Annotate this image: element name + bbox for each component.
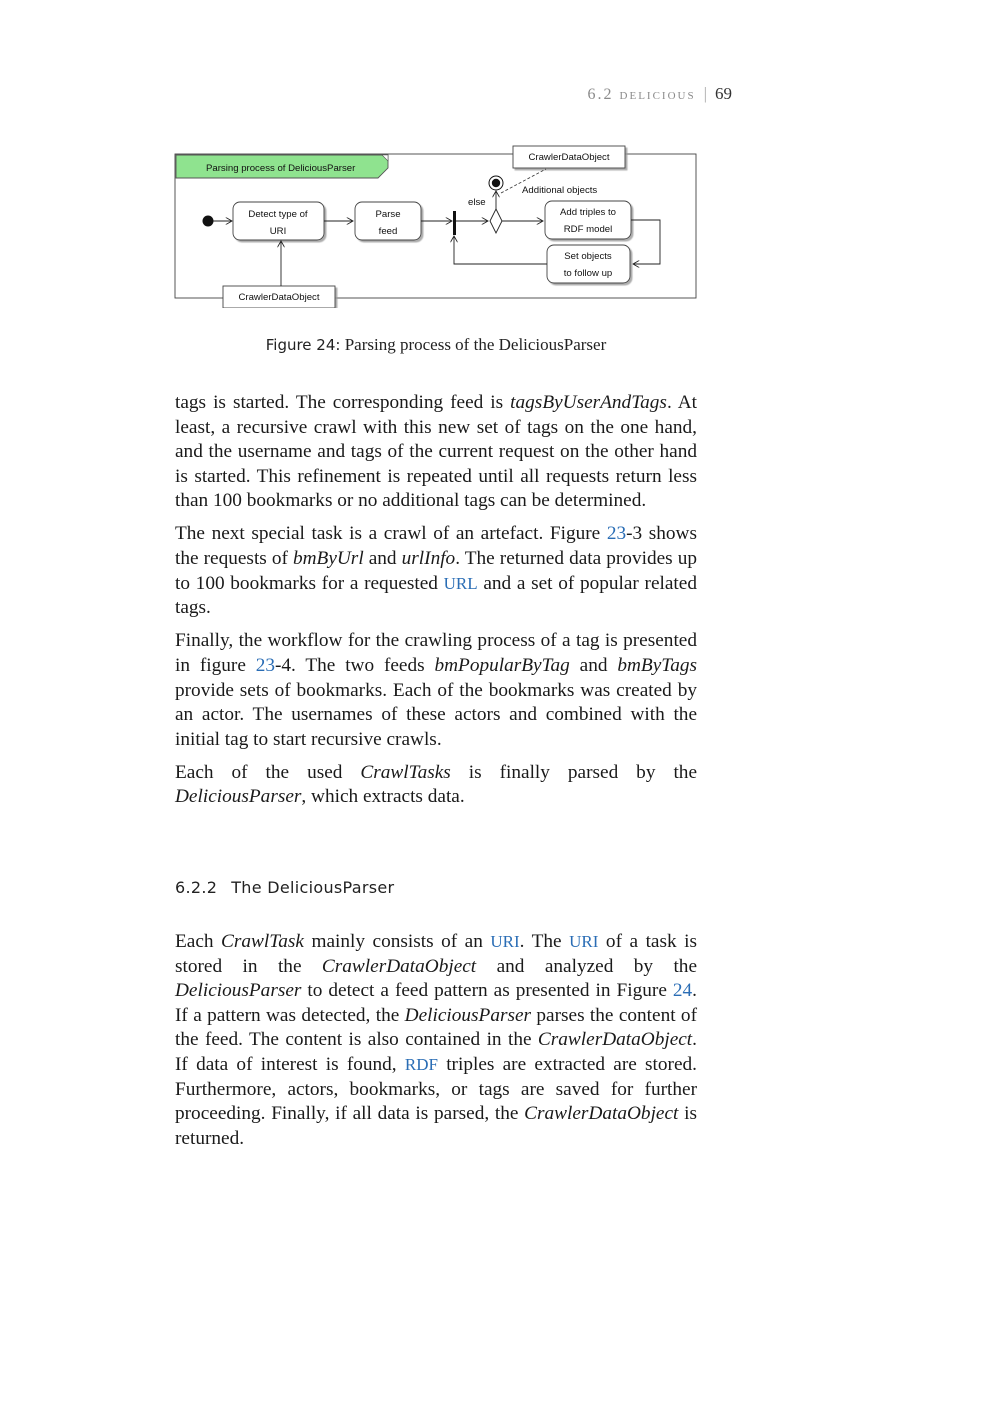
body-text-top bbox=[175, 391, 697, 819]
bottom-crawler-object-label: CrawlerDataObject bbox=[238, 292, 320, 303]
edge-set-merge bbox=[454, 236, 547, 264]
subsection-number: 6.2.2 bbox=[175, 878, 218, 897]
uri-acronym-link[interactable]: URI bbox=[490, 932, 520, 951]
add-label-line2: RDF model bbox=[563, 224, 613, 235]
figure-caption bbox=[175, 335, 697, 355]
page-number: 69 bbox=[715, 84, 732, 103]
edge-add-set bbox=[631, 220, 660, 264]
running-head bbox=[588, 84, 732, 104]
figure-23-link[interactable]: 23 bbox=[255, 654, 275, 676]
figure-24-link[interactable]: 24 bbox=[672, 980, 693, 1002]
initial-node bbox=[203, 216, 214, 227]
frame-title: Parsing process of DeliciousParser bbox=[206, 163, 356, 174]
header-separator: | bbox=[703, 84, 707, 103]
body-text-bottom bbox=[175, 930, 697, 1160]
section-title: 6.2 delicious bbox=[587, 86, 696, 103]
else-guard: else bbox=[468, 197, 486, 208]
rdf-acronym-link[interactable]: RDF bbox=[404, 1054, 438, 1074]
final-node bbox=[492, 179, 500, 187]
set-label-line2: to follow up bbox=[563, 268, 613, 279]
figure-23-link[interactable]: 23 bbox=[606, 523, 627, 545]
activity-diagram bbox=[172, 142, 702, 308]
url-acronym-link[interactable]: URL bbox=[443, 573, 478, 593]
additional-objects-label: Additional objects bbox=[522, 185, 598, 196]
add-label-line1: Add triples to bbox=[560, 207, 616, 218]
paragraph-4: Each of the used CrawlTasks is finally parsed by the DeliciousParser, which extracts data. bbox=[175, 761, 697, 808]
uri-acronym-link[interactable]: URI bbox=[569, 932, 599, 951]
detect-label-line2: URI bbox=[269, 226, 287, 237]
subsection-heading bbox=[175, 878, 394, 897]
paragraph-2: The next special task is a crawl of an artefact. Figure 23-3 shows the requests of bmByUrl and urlInfo. The returned data provides up to 100 bookmarks for a requested URL and a set of popular related tags. bbox=[175, 523, 697, 619]
figure-label: Figure 24: bbox=[265, 336, 341, 354]
decision-node bbox=[490, 209, 502, 233]
parse-label-line1: Parse bbox=[375, 209, 401, 220]
subsection-title: The DeliciousParser bbox=[231, 878, 395, 897]
paragraph-3: Finally, the workflow for the crawling process of a tag is presented in figure 23-4. The two feeds bmPopularByTag and bmByTags provide sets of bookmarks. Each of the bookmarks was created by an actor. The usernames of these actors and combined with the initial tag to start recursive crawls. bbox=[175, 630, 697, 750]
detect-label-line1: Detect type of bbox=[248, 209, 308, 220]
top-crawler-object-label: CrawlerDataObject bbox=[528, 152, 610, 163]
caption-text: Parsing process of the DeliciousParser bbox=[344, 335, 607, 354]
set-label-line1: Set objects bbox=[564, 251, 612, 262]
merge-bar bbox=[453, 211, 456, 235]
parse-label-line2: feed bbox=[378, 226, 398, 237]
paragraph-1: tags is started. The corresponding feed is tagsByUserAndTags. At least, a recursive crawl with this new set of tags on the one hand, and the username and tags of the current request on the other hand is started. This refinement is repeated until all requests return less than 100 bookmarks or no additional tags can be determined. bbox=[175, 392, 697, 512]
paragraph-5: Each CrawlTask mainly consists of an URI. The URI of a task is stored in the CrawlerDataObject and analyzed by the DeliciousParser to detect a feed pattern as presented in Figure 24. If a pattern was detected, the DeliciousParser parses the content of the feed. The content is also contained in the CrawlerDataObject. If data of interest is found, RDF triples are extracted are stored. Furthermore, actors, bookmarks, or tags are saved for further proceeding. Finally, if all data is parsed, the CrawlerDataObject is returned. bbox=[175, 931, 698, 1149]
